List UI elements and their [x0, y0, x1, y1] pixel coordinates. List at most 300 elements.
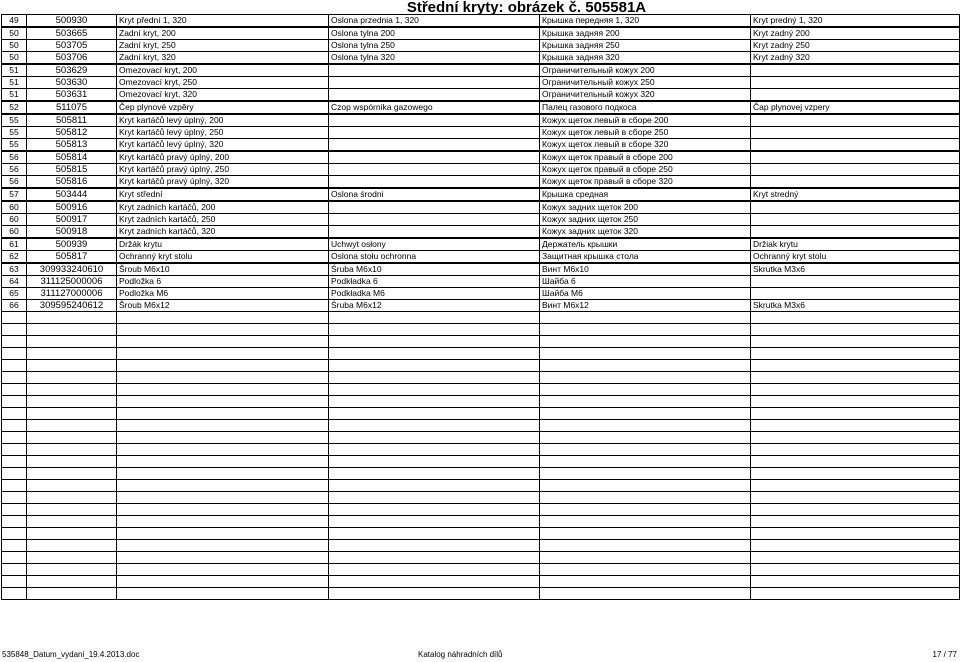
- polish-name-cell: [329, 492, 540, 504]
- table-row: [2, 504, 960, 516]
- table-row: [2, 226, 960, 239]
- polish-name-cell: [329, 324, 540, 336]
- russian-name-cell: Кожух задних щеток 200: [540, 201, 751, 214]
- czech-name-cell: [117, 360, 329, 372]
- table-row: [2, 348, 960, 360]
- part-number-cell: [27, 516, 117, 528]
- position-cell: [2, 492, 27, 504]
- table-row: [2, 324, 960, 336]
- slovak-name-cell: [751, 89, 960, 102]
- slovak-name-cell: Ochranný kryt stolu: [751, 251, 960, 264]
- part-number-cell: [27, 384, 117, 396]
- czech-name-cell: [117, 348, 329, 360]
- table-row: [2, 64, 960, 77]
- czech-name-cell: [117, 468, 329, 480]
- russian-name-cell: [540, 312, 751, 324]
- russian-name-cell: [540, 444, 751, 456]
- page-footer: [0, 649, 960, 661]
- slovak-name-cell: [751, 456, 960, 468]
- position-cell: [2, 372, 27, 384]
- part-number-cell: [27, 336, 117, 348]
- table-row: [2, 263, 960, 276]
- part-number-cell: 311127000006: [27, 288, 117, 300]
- part-number-cell: 500939: [27, 238, 117, 251]
- czech-name-cell: Zadní kryt, 200: [117, 27, 329, 40]
- slovak-name-cell: [751, 127, 960, 139]
- position-cell: [2, 540, 27, 552]
- part-number-cell: 309933240610: [27, 263, 117, 276]
- russian-name-cell: Кожух задних щеток 320: [540, 226, 751, 239]
- polish-name-cell: [329, 432, 540, 444]
- czech-name-cell: [117, 504, 329, 516]
- slovak-name-cell: Držiak krytu: [751, 238, 960, 251]
- russian-name-cell: [540, 384, 751, 396]
- polish-name-cell: [329, 396, 540, 408]
- table-row: [2, 480, 960, 492]
- table-row: [2, 214, 960, 226]
- russian-name-cell: Ограничительный кожух 200: [540, 64, 751, 77]
- table-row: [2, 396, 960, 408]
- russian-name-cell: Шайба 6: [540, 276, 751, 288]
- part-number-cell: 503665: [27, 27, 117, 40]
- polish-name-cell: [329, 214, 540, 226]
- part-number-cell: 503706: [27, 52, 117, 65]
- position-cell: [2, 480, 27, 492]
- polish-name-cell: [329, 456, 540, 468]
- part-number-cell: 505815: [27, 164, 117, 176]
- russian-name-cell: [540, 336, 751, 348]
- table-row: [2, 540, 960, 552]
- part-number-cell: 505817: [27, 251, 117, 264]
- russian-name-cell: [540, 540, 751, 552]
- table-row: [2, 27, 960, 40]
- russian-name-cell: [540, 552, 751, 564]
- russian-name-cell: [540, 420, 751, 432]
- position-cell: [2, 444, 27, 456]
- table-row: [2, 576, 960, 588]
- czech-name-cell: Ochranný kryt stolu: [117, 251, 329, 264]
- polish-name-cell: Śruba M6x10: [329, 263, 540, 276]
- slovak-name-cell: Čap plynovej vzpery: [751, 101, 960, 114]
- position-cell: [2, 408, 27, 420]
- czech-name-cell: Kryt kartáčů levý úplný, 200: [117, 114, 329, 127]
- russian-name-cell: Кожух щеток левый в сборе 200: [540, 114, 751, 127]
- position-cell: 50: [2, 52, 27, 65]
- polish-name-cell: [329, 114, 540, 127]
- part-number-cell: [27, 456, 117, 468]
- polish-name-cell: [329, 528, 540, 540]
- polish-name-cell: [329, 139, 540, 152]
- polish-name-cell: Oslona tylna 250: [329, 40, 540, 52]
- part-number-cell: [27, 576, 117, 588]
- part-number-cell: [27, 444, 117, 456]
- czech-name-cell: [117, 432, 329, 444]
- position-cell: [2, 576, 27, 588]
- polish-name-cell: [329, 384, 540, 396]
- russian-name-cell: Винт M6x10: [540, 263, 751, 276]
- czech-name-cell: Kryt zadních kartáčů, 320: [117, 226, 329, 239]
- slovak-name-cell: [751, 408, 960, 420]
- russian-name-cell: [540, 324, 751, 336]
- part-number-cell: 500917: [27, 214, 117, 226]
- polish-name-cell: [329, 77, 540, 89]
- table-row: [2, 101, 960, 114]
- part-number-cell: [27, 564, 117, 576]
- russian-name-cell: Шайба M6: [540, 288, 751, 300]
- part-number-cell: 500930: [27, 15, 117, 28]
- position-cell: 57: [2, 188, 27, 201]
- position-cell: [2, 468, 27, 480]
- czech-name-cell: Kryt kartáčů pravý úplný, 250: [117, 164, 329, 176]
- russian-name-cell: Кожух щеток левый в сборе 320: [540, 139, 751, 152]
- czech-name-cell: [117, 324, 329, 336]
- czech-name-cell: Kryt kartáčů levý úplný, 250: [117, 127, 329, 139]
- position-cell: [2, 588, 27, 600]
- table-row: [2, 528, 960, 540]
- slovak-name-cell: [751, 151, 960, 164]
- table-row: [2, 552, 960, 564]
- czech-name-cell: [117, 408, 329, 420]
- table-row: [2, 468, 960, 480]
- czech-name-cell: [117, 456, 329, 468]
- table-row: [2, 15, 960, 28]
- slovak-name-cell: [751, 288, 960, 300]
- polish-name-cell: [329, 89, 540, 102]
- position-cell: 60: [2, 214, 27, 226]
- part-number-cell: [27, 552, 117, 564]
- slovak-name-cell: [751, 564, 960, 576]
- polish-name-cell: [329, 420, 540, 432]
- part-number-cell: [27, 504, 117, 516]
- russian-name-cell: Кожух щеток правый в сборе 200: [540, 151, 751, 164]
- table-row: [2, 188, 960, 201]
- polish-name-cell: [329, 576, 540, 588]
- part-number-cell: 311125000006: [27, 276, 117, 288]
- russian-name-cell: [540, 528, 751, 540]
- polish-name-cell: [329, 468, 540, 480]
- slovak-name-cell: [751, 468, 960, 480]
- table-row: [2, 176, 960, 189]
- table-row: [2, 588, 960, 600]
- czech-name-cell: Omezovací kryt, 320: [117, 89, 329, 102]
- part-number-cell: [27, 396, 117, 408]
- table-row: [2, 408, 960, 420]
- polish-name-cell: [329, 164, 540, 176]
- slovak-name-cell: [751, 516, 960, 528]
- part-number-cell: [27, 360, 117, 372]
- czech-name-cell: Šroub M6x10: [117, 263, 329, 276]
- polish-name-cell: [329, 151, 540, 164]
- czech-name-cell: Zadní kryt, 320: [117, 52, 329, 65]
- table-row: [2, 238, 960, 251]
- polish-name-cell: [329, 226, 540, 239]
- polish-name-cell: Śruba M6x12: [329, 300, 540, 312]
- table-row: [2, 564, 960, 576]
- part-number-cell: 503705: [27, 40, 117, 52]
- slovak-name-cell: Kryt zadný 200: [751, 27, 960, 40]
- slovak-name-cell: [751, 312, 960, 324]
- russian-name-cell: [540, 468, 751, 480]
- position-cell: 50: [2, 40, 27, 52]
- position-cell: [2, 324, 27, 336]
- polish-name-cell: Oslona tylna 200: [329, 27, 540, 40]
- russian-name-cell: [540, 396, 751, 408]
- czech-name-cell: Podložka 6: [117, 276, 329, 288]
- slovak-name-cell: [751, 576, 960, 588]
- slovak-name-cell: [751, 492, 960, 504]
- table-row: [2, 384, 960, 396]
- position-cell: [2, 336, 27, 348]
- slovak-name-cell: [751, 324, 960, 336]
- russian-name-cell: [540, 492, 751, 504]
- russian-name-cell: [540, 588, 751, 600]
- russian-name-cell: Крышка задняя 320: [540, 52, 751, 65]
- czech-name-cell: [117, 576, 329, 588]
- czech-name-cell: [117, 384, 329, 396]
- position-cell: 61: [2, 238, 27, 251]
- position-cell: [2, 360, 27, 372]
- parts-table: [1, 14, 960, 600]
- slovak-name-cell: Skrutka M3x6: [751, 300, 960, 312]
- position-cell: [2, 348, 27, 360]
- table-row: [2, 139, 960, 152]
- slovak-name-cell: [751, 64, 960, 77]
- slovak-name-cell: [751, 336, 960, 348]
- part-number-cell: [27, 540, 117, 552]
- polish-name-cell: [329, 176, 540, 189]
- russian-name-cell: Ограничительный кожух 320: [540, 89, 751, 102]
- czech-name-cell: Kryt kartáčů levý úplný, 320: [117, 139, 329, 152]
- footer-filename: 535848_Datum_vydani_19.4.2013.doc: [2, 650, 140, 659]
- part-number-cell: [27, 480, 117, 492]
- position-cell: [2, 456, 27, 468]
- slovak-name-cell: [751, 360, 960, 372]
- czech-name-cell: [117, 516, 329, 528]
- part-number-cell: [27, 324, 117, 336]
- russian-name-cell: Кожух щеток правый в сборе 250: [540, 164, 751, 176]
- position-cell: 51: [2, 89, 27, 102]
- part-number-cell: [27, 492, 117, 504]
- polish-name-cell: [329, 408, 540, 420]
- table-row: [2, 288, 960, 300]
- polish-name-cell: [329, 480, 540, 492]
- slovak-name-cell: [751, 384, 960, 396]
- czech-name-cell: Zadní kryt, 250: [117, 40, 329, 52]
- position-cell: 49: [2, 15, 27, 28]
- slovak-name-cell: [751, 226, 960, 239]
- slovak-name-cell: [751, 276, 960, 288]
- slovak-name-cell: [751, 164, 960, 176]
- slovak-name-cell: [751, 396, 960, 408]
- slovak-name-cell: [751, 432, 960, 444]
- part-number-cell: [27, 432, 117, 444]
- russian-name-cell: Крышка средная: [540, 188, 751, 201]
- part-number-cell: 505816: [27, 176, 117, 189]
- part-number-cell: [27, 588, 117, 600]
- footer-catalog-title: Katalog náhradních dílů: [418, 650, 503, 659]
- position-cell: 62: [2, 251, 27, 264]
- part-number-cell: [27, 420, 117, 432]
- czech-name-cell: [117, 480, 329, 492]
- russian-name-cell: [540, 516, 751, 528]
- part-number-cell: 309595240612: [27, 300, 117, 312]
- czech-name-cell: Čep plynové vzpěry: [117, 101, 329, 114]
- position-cell: 56: [2, 176, 27, 189]
- table-row: [2, 420, 960, 432]
- czech-name-cell: [117, 420, 329, 432]
- russian-name-cell: Кожух щеток левый в сборе 250: [540, 127, 751, 139]
- polish-name-cell: Oslona stołu ochronna: [329, 251, 540, 264]
- position-cell: [2, 564, 27, 576]
- czech-name-cell: [117, 312, 329, 324]
- russian-name-cell: Держатель крышки: [540, 238, 751, 251]
- russian-name-cell: [540, 456, 751, 468]
- russian-name-cell: [540, 348, 751, 360]
- table-row: [2, 164, 960, 176]
- czech-name-cell: Kryt střední: [117, 188, 329, 201]
- slovak-name-cell: [751, 552, 960, 564]
- slovak-name-cell: Kryt zadný 250: [751, 40, 960, 52]
- table-row: [2, 456, 960, 468]
- position-cell: [2, 420, 27, 432]
- russian-name-cell: [540, 372, 751, 384]
- part-number-cell: 505814: [27, 151, 117, 164]
- position-cell: [2, 528, 27, 540]
- position-cell: [2, 312, 27, 324]
- polish-name-cell: Podkładka 6: [329, 276, 540, 288]
- position-cell: [2, 396, 27, 408]
- russian-name-cell: [540, 360, 751, 372]
- part-number-cell: 505813: [27, 139, 117, 152]
- position-cell: 60: [2, 201, 27, 214]
- table-row: [2, 372, 960, 384]
- czech-name-cell: [117, 396, 329, 408]
- czech-name-cell: Držák krytu: [117, 238, 329, 251]
- czech-name-cell: Kryt zadních kartáčů, 250: [117, 214, 329, 226]
- position-cell: 55: [2, 114, 27, 127]
- position-cell: 63: [2, 263, 27, 276]
- polish-name-cell: [329, 348, 540, 360]
- table-row: [2, 127, 960, 139]
- russian-name-cell: Ограничительный кожух 250: [540, 77, 751, 89]
- russian-name-cell: [540, 432, 751, 444]
- part-number-cell: [27, 312, 117, 324]
- part-number-cell: [27, 468, 117, 480]
- czech-name-cell: [117, 336, 329, 348]
- table-row: [2, 312, 960, 324]
- russian-name-cell: Кожух задних щеток 250: [540, 214, 751, 226]
- russian-name-cell: [540, 408, 751, 420]
- part-number-cell: 500918: [27, 226, 117, 239]
- position-cell: 52: [2, 101, 27, 114]
- czech-name-cell: Kryt přední 1, 320: [117, 15, 329, 28]
- position-cell: [2, 552, 27, 564]
- table-row: [2, 276, 960, 288]
- position-cell: 50: [2, 27, 27, 40]
- slovak-name-cell: Kryt predný 1, 320: [751, 15, 960, 28]
- part-number-cell: [27, 408, 117, 420]
- czech-name-cell: Šroub M6x12: [117, 300, 329, 312]
- table-row: [2, 77, 960, 89]
- russian-name-cell: [540, 564, 751, 576]
- part-number-cell: 503631: [27, 89, 117, 102]
- czech-name-cell: [117, 588, 329, 600]
- slovak-name-cell: [751, 504, 960, 516]
- slovak-name-cell: [751, 420, 960, 432]
- slovak-name-cell: [751, 444, 960, 456]
- position-cell: 51: [2, 64, 27, 77]
- polish-name-cell: [329, 372, 540, 384]
- position-cell: 55: [2, 127, 27, 139]
- polish-name-cell: Oslona tylna 320: [329, 52, 540, 65]
- position-cell: [2, 432, 27, 444]
- part-number-cell: 503630: [27, 77, 117, 89]
- russian-name-cell: Защитная крышка стола: [540, 251, 751, 264]
- slovak-name-cell: Kryt stredný: [751, 188, 960, 201]
- polish-name-cell: [329, 360, 540, 372]
- table-row: [2, 300, 960, 312]
- czech-name-cell: [117, 540, 329, 552]
- part-number-cell: 505811: [27, 114, 117, 127]
- russian-name-cell: Крышка задняя 200: [540, 27, 751, 40]
- polish-name-cell: [329, 552, 540, 564]
- polish-name-cell: [329, 564, 540, 576]
- polish-name-cell: Uchwyt osłony: [329, 238, 540, 251]
- polish-name-cell: [329, 504, 540, 516]
- slovak-name-cell: [751, 139, 960, 152]
- position-cell: 55: [2, 139, 27, 152]
- slovak-name-cell: [751, 480, 960, 492]
- russian-name-cell: Крышка задняя 250: [540, 40, 751, 52]
- page-title: Střední kryty: obrázek č. 505581A: [406, 0, 647, 16]
- polish-name-cell: [329, 540, 540, 552]
- position-cell: [2, 504, 27, 516]
- slovak-name-cell: [751, 372, 960, 384]
- slovak-name-cell: [751, 528, 960, 540]
- czech-name-cell: Omezovací kryt, 200: [117, 64, 329, 77]
- russian-name-cell: [540, 576, 751, 588]
- polish-name-cell: [329, 201, 540, 214]
- polish-name-cell: Oslona przednia 1, 320: [329, 15, 540, 28]
- slovak-name-cell: [751, 214, 960, 226]
- polish-name-cell: [329, 516, 540, 528]
- position-cell: 56: [2, 164, 27, 176]
- table-row: [2, 360, 960, 372]
- russian-name-cell: Палец газового подкоса: [540, 101, 751, 114]
- polish-name-cell: Oslona środni: [329, 188, 540, 201]
- table-row: [2, 251, 960, 264]
- polish-name-cell: [329, 64, 540, 77]
- polish-name-cell: [329, 312, 540, 324]
- czech-name-cell: [117, 444, 329, 456]
- position-cell: 64: [2, 276, 27, 288]
- position-cell: 66: [2, 300, 27, 312]
- slovak-name-cell: [751, 588, 960, 600]
- czech-name-cell: Omezovací kryt, 250: [117, 77, 329, 89]
- polish-name-cell: [329, 127, 540, 139]
- parts-table-body: [2, 15, 960, 600]
- polish-name-cell: [329, 444, 540, 456]
- table-row: [2, 151, 960, 164]
- polish-name-cell: [329, 588, 540, 600]
- slovak-name-cell: [751, 540, 960, 552]
- position-cell: [2, 384, 27, 396]
- czech-name-cell: Podložka M6: [117, 288, 329, 300]
- slovak-name-cell: Skrutka M3x6: [751, 263, 960, 276]
- table-row: [2, 516, 960, 528]
- part-number-cell: 511075: [27, 101, 117, 114]
- czech-name-cell: Kryt kartáčů pravý úplný, 200: [117, 151, 329, 164]
